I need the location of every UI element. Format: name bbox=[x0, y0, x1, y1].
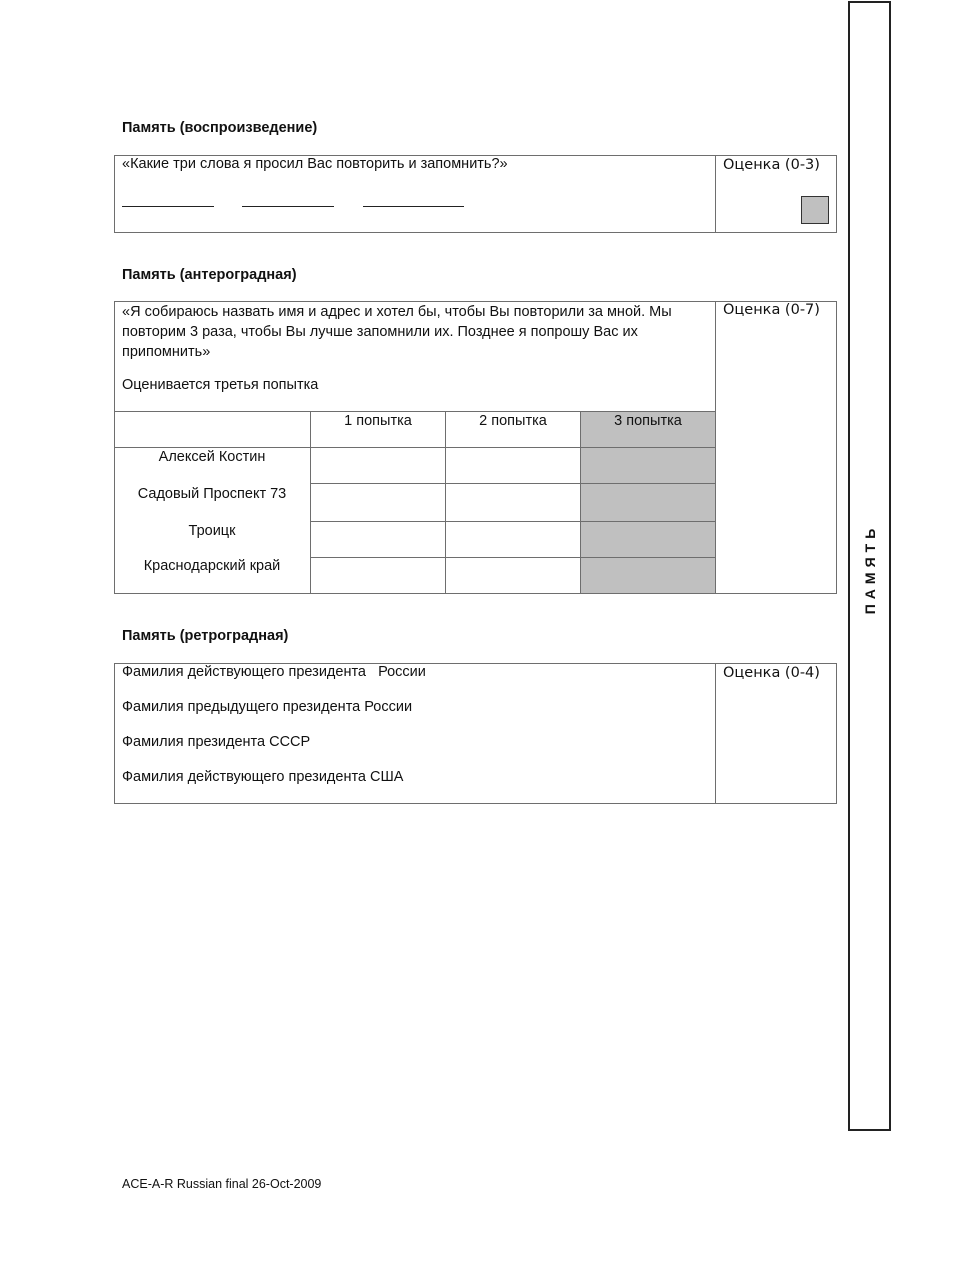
retrograde-divider bbox=[715, 663, 716, 804]
anterograde-note: Оценивается третья попытка bbox=[122, 377, 319, 393]
table-row-line-2 bbox=[310, 521, 716, 522]
column-header-attempt-2: 2 попытка bbox=[479, 413, 547, 429]
table-row-line-3 bbox=[310, 557, 716, 558]
column-header-attempt-1: 1 попытка bbox=[344, 413, 412, 429]
table-col-line-2 bbox=[445, 411, 446, 594]
recall-heading: Память (воспроизведение) bbox=[122, 120, 318, 136]
row-label-region: Краснодарский край bbox=[143, 558, 281, 574]
side-tab bbox=[848, 1, 891, 1131]
recall-answer-blank-3[interactable] bbox=[363, 206, 464, 207]
retrograde-question-1: Фамилия действующего президента России bbox=[122, 664, 426, 680]
side-tab-label: ПАМЯТЬ bbox=[861, 523, 878, 615]
column-header-attempt-3: 3 попытка bbox=[614, 413, 682, 429]
anterograde-heading: Память (антероградная) bbox=[122, 267, 297, 283]
retrograde-question-4: Фамилия действующего президента США bbox=[122, 769, 404, 785]
row-label-name: Алексей Костин bbox=[158, 449, 266, 465]
retrograde-question-3: Фамилия президента СССР bbox=[122, 734, 311, 750]
anterograde-instruction: «Я собираюсь назвать имя и адрес и хотел бы, чтобы Вы повторили за мной. Мы повторим 3 раза, чтобы Вы лучше запомнили их. Позднее я попрошу Вас их припомнить» bbox=[122, 304, 672, 360]
recall-prompt: «Какие три слова я просил Вас повторить и запомнить?» bbox=[122, 156, 508, 172]
table-col-line-1 bbox=[310, 411, 311, 594]
recall-answer-blank-2[interactable] bbox=[242, 206, 334, 207]
table-top-line bbox=[114, 411, 716, 412]
anterograde-score-label: Оценка (0-7) bbox=[723, 302, 820, 318]
recall-answer-blank-1[interactable] bbox=[122, 206, 214, 207]
recall-divider bbox=[715, 155, 716, 233]
footer-text: ACE-A-R Russian final 26-Oct-2009 bbox=[122, 1177, 322, 1191]
retrograde-question-2: Фамилия предыдущего президента России bbox=[122, 699, 413, 715]
row-label-street: Садовый Проспект 73 bbox=[137, 486, 287, 502]
table-col-line-3 bbox=[580, 411, 581, 594]
row-label-city: Троицк bbox=[188, 523, 236, 539]
recall-score-label: Оценка (0-3) bbox=[723, 157, 820, 173]
retrograde-heading: Память (ретроградная) bbox=[122, 628, 289, 644]
retrograde-score-label: Оценка (0-4) bbox=[723, 665, 820, 681]
attempt-3-shading bbox=[581, 412, 715, 593]
recall-score-box[interactable] bbox=[801, 196, 829, 224]
table-header-line bbox=[114, 447, 716, 448]
table-row-line-1 bbox=[310, 483, 716, 484]
